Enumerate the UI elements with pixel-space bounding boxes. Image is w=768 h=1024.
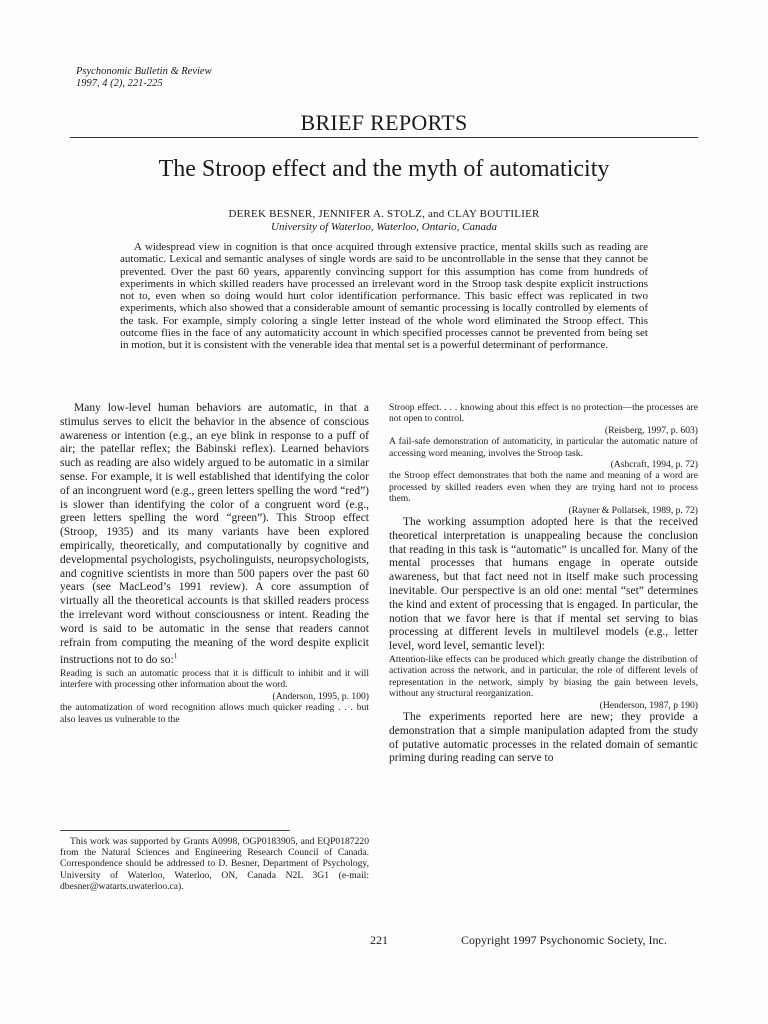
quote-citation: (Reisberg, 1997, p. 603) [604, 424, 698, 436]
article-authors: DEREK BESNER, JENNIFER A. STOLZ, and CLAY BOUTILIER [228, 208, 540, 220]
page-number: 221 [370, 933, 388, 947]
copyright-notice: Copyright 1997 Psychonomic Society, Inc. [461, 933, 667, 947]
footnote-rule [60, 830, 290, 831]
abstract: A widespread view in cognition is that once acquired through extensive practice, mental skills such as reading are automatic. Lexical and semantic analyses of single words are said to be uncontrollable in the sense that they cannot be prevented. Over the past 60 years, apparently convincing support for this assumption has come from hundreds of experiments in which skilled readers have processed an irrelevant word in the Stroop task despite explicit instructions not to, even when so doing would hurt color identification performance. This basic effect was replicated in two experiments, which also showed that a considerable amount of semantic processing is locally controlled by elements of the task. For example, simply coloring a single letter instead of the whole word eliminated the Stroop effect. This outcome flies in the face of any automaticity account in which specified processes cannot be prevented from being set in motion, but it is consistent with the venerable idea that mental set is a powerful determinant of performance. [120, 241, 648, 352]
quote-citation: (Ashcraft, 1994, p. 72) [610, 459, 698, 471]
right-column [389, 402, 698, 766]
block-quote: the automatization of word recognition allows much quicker reading . . . but also leaves us vulnerable to the [60, 702, 369, 725]
body-text: Many low-level human behaviors are automatic, in that a stimulus serves to elicit the behavior in the absence of conscious awareness or intention (e.g., an eye blink in response to a puff of air; the patellar reflex; the Babinski reflex). Learned behaviors such as reading are also widely argued to be automatic in a similar sense. For example, it is well established that identifying the color of an incongruent word (e.g., green letters spelling the word “red”) is slower than identifying the color of a congruent word (e.g., green letters spelling the word “green”). This Stroop effect (Stroop, 1935) and its many variants have been explored empirically, theoretically, and computationally by cognitive and developmental psychologists, psycholinguists, neuropsychologists, and cognitive scientists in more than 500 papers over the past 60 years (see MacLeod’s 1991 review). A core assumption of virtually all the theoretical accounts is that skilled readers process the irrelevant word without consciousness or intent. Reading the word is said to be automatic in the sense that readers cannot refrain from computing the meaning of the word despite explicit instructions not to do so: [60, 402, 369, 667]
footnote-marker: 1 [173, 652, 178, 661]
journal-volume: 1997, 4 (2), 221-225 [76, 78, 163, 89]
quote-citation: (Anderson, 1995, p. 100) [272, 690, 369, 702]
section-rule [70, 137, 698, 138]
section-heading: BRIEF REPORTS [300, 110, 468, 135]
journal-citation [76, 66, 212, 90]
journal-name: Psychonomic Bulletin & Review [76, 66, 212, 77]
block-quote: Reading is such an automatic process that it is difficult to inhibit and it will interfere with processing other information about the word. [60, 667, 369, 691]
footnote: This work was supported by Grants A0998, OGP0183905, and EQP0187220 from the Natural Sciences and Engineering Research Council of Canada. Correspondence should be addressed to D. Besner, Department of Psychology, University of Waterloo, Waterloo, ON, Canada N2L 3G1 (e-mail: dbesner@watarts.uwaterloo.ca). [60, 836, 369, 892]
article-affiliation: University of Waterloo, Waterloo, Ontario, Canada [271, 221, 497, 233]
block-quote: A fail-safe demonstration of automaticity, in particular the automatic nature of accessing word meaning, involves the Stroop task. [389, 436, 698, 459]
article-title: The Stroop effect and the myth of automaticity [158, 156, 610, 182]
quote-citation: (Rayner & Pollatsek, 1989, p. 72) [568, 504, 698, 516]
block-quote: Attention-like effects can be produced which greatly change the distribution of activation across the network, and in particular, the role of different levels of representation in the network, simply by biasing the gain between levels, without any structural reorganization. [389, 654, 698, 700]
body-paragraph [60, 402, 369, 668]
body-paragraph: The working assumption adopted here is that the received theoretical interpretation is unappealing because the conclusion that reading in this task is “automatic” is uncalled for. Many of the mental processes that humans engage in operate outside awareness, but that fact need not in itself make such processing inevitable. Our perspective is an old one: mental “set” determines the kind and extent of processing that is engaged. In particular, the notion that we favor here is that if mental set serving to bias processing at different levels in multilevel models (e.g., letter level, word level, semantic level): [389, 516, 698, 653]
block-quote: the Stroop effect demonstrates that both the name and meaning of a word are processed by skilled readers even when they are trying hard not to process them. [389, 470, 698, 505]
quote-citation: (Henderson, 1987, p 190) [599, 699, 698, 711]
body-paragraph: The experiments reported here are new; they provide a demonstration that a simple manipulation adapted from the study of putative automatic processes in the related domain of semantic priming during reading can serve to [389, 711, 698, 765]
left-column [60, 402, 369, 725]
block-quote: Stroop effect. . . . knowing about this effect is no protection—the processes are not open to control. [389, 402, 698, 425]
